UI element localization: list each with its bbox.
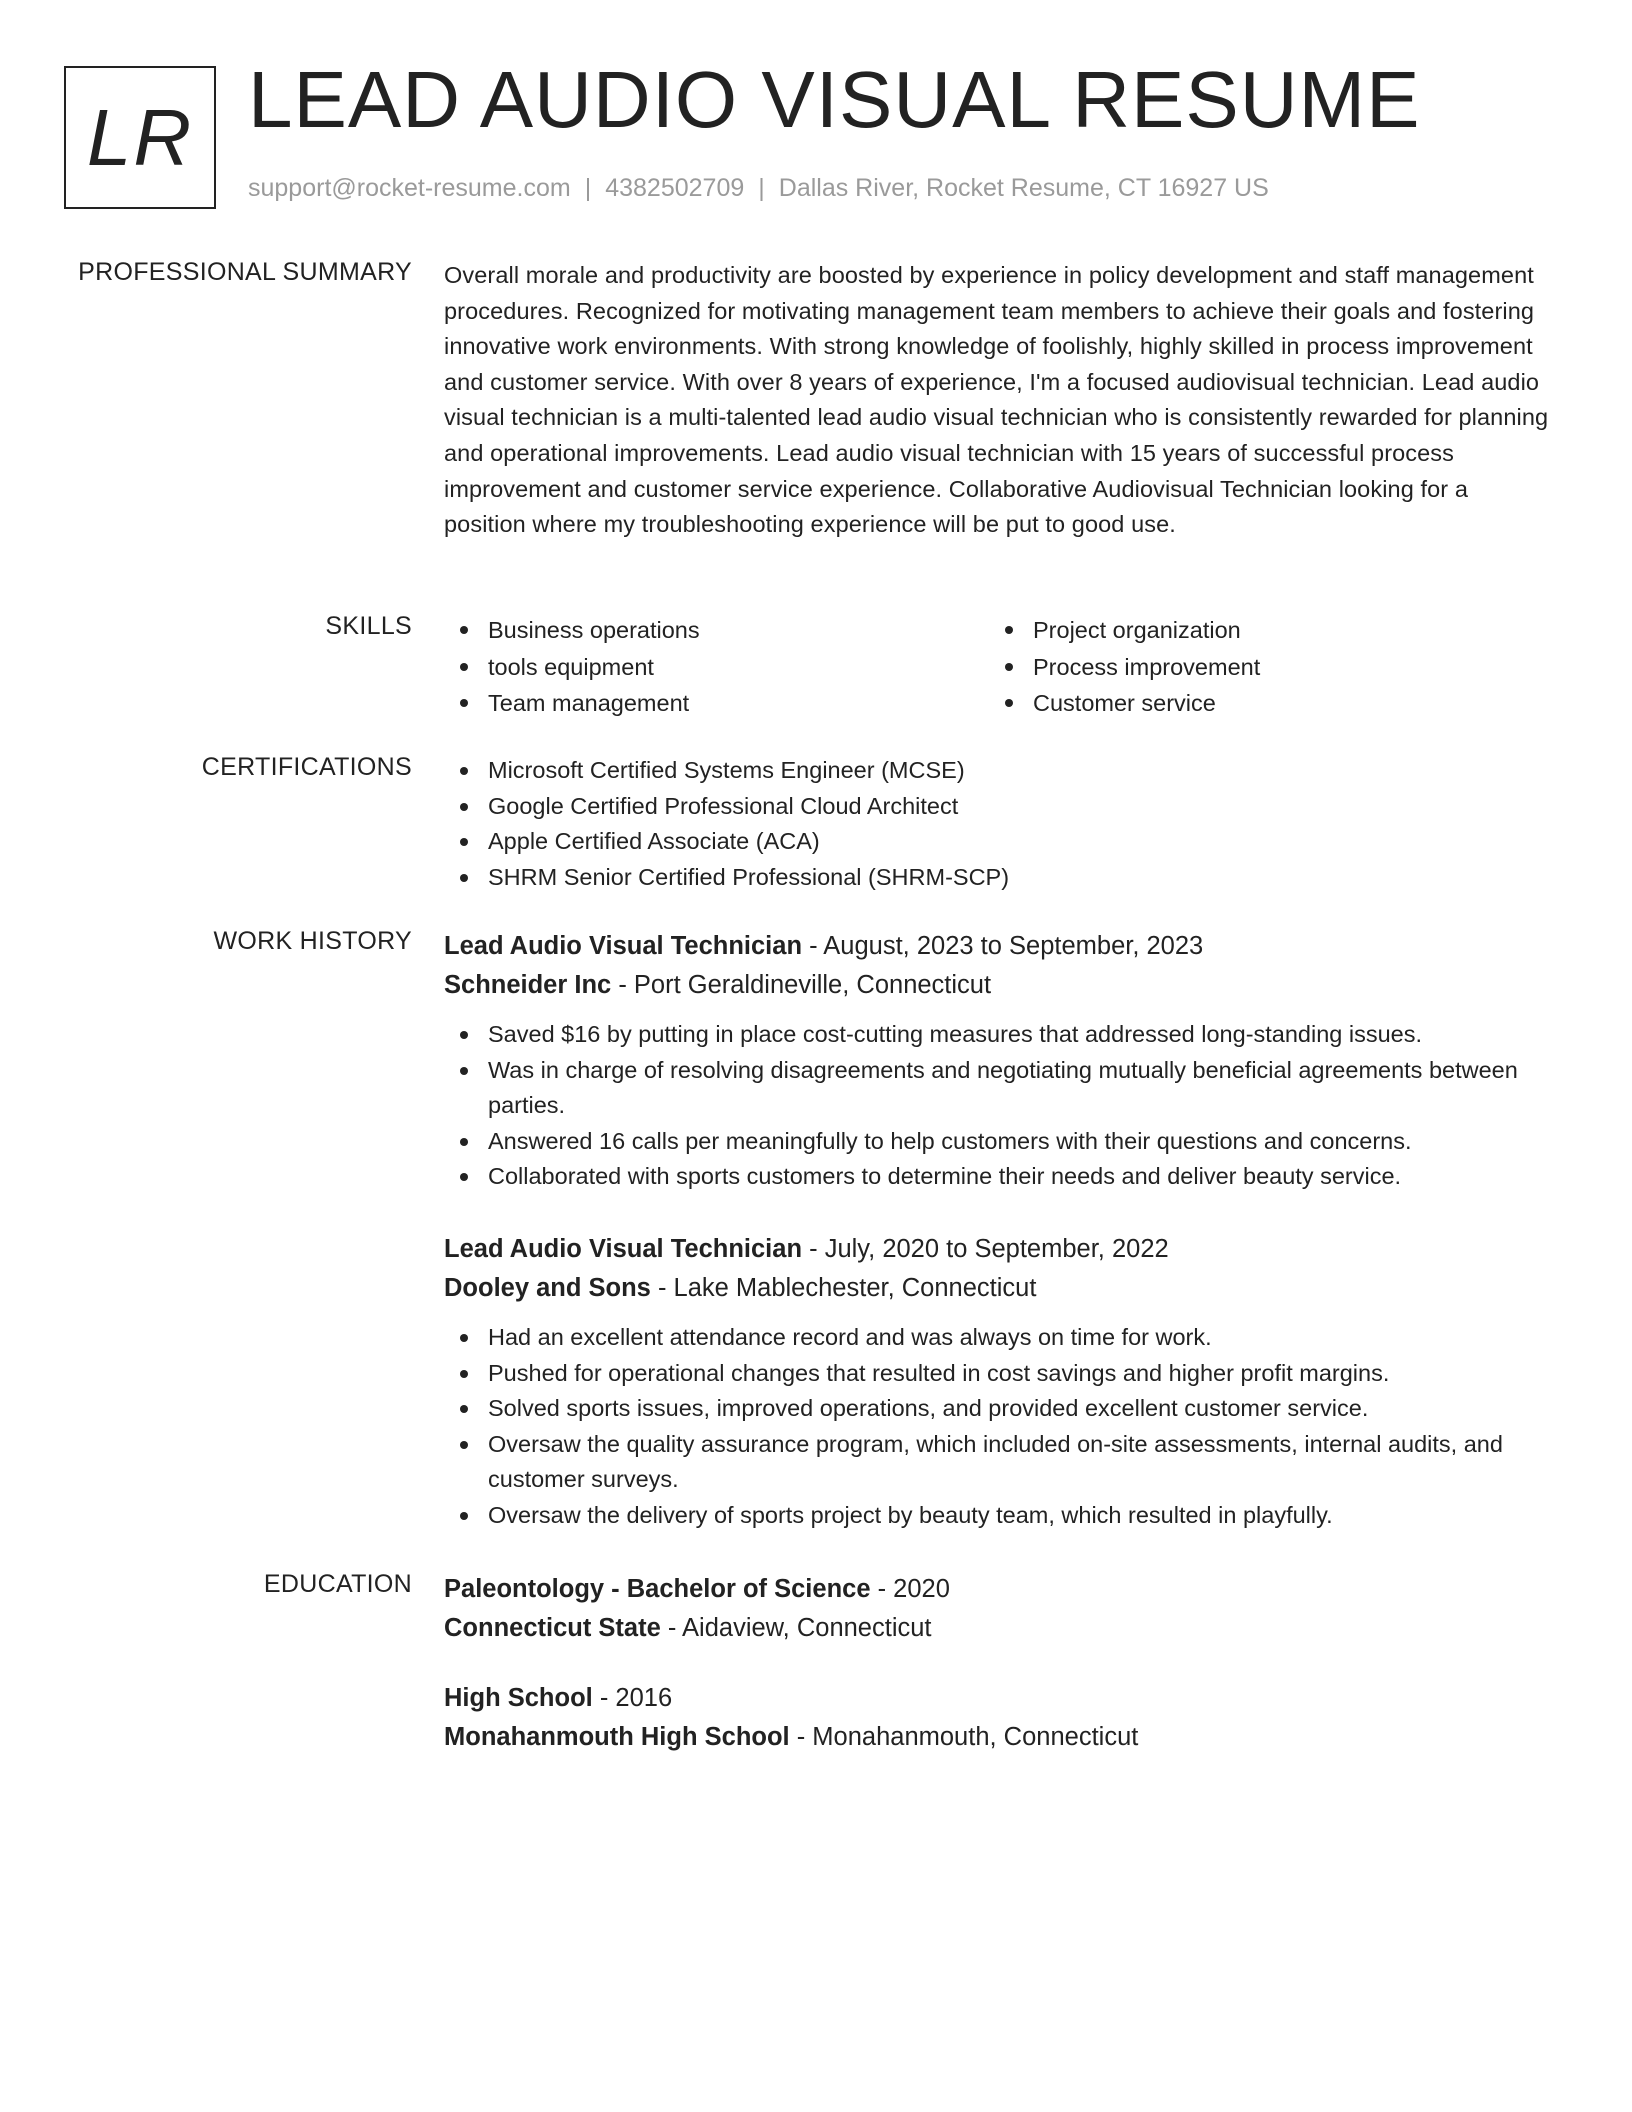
page-title: LEAD AUDIO VISUAL RESUME bbox=[248, 55, 1421, 144]
contact-phone[interactable]: 4382502709 bbox=[605, 174, 745, 202]
education-degree: High School bbox=[444, 1684, 593, 1712]
certification-item: Google Certified Professional Cloud Architect bbox=[444, 789, 1554, 825]
section-label-skills: SKILLS bbox=[325, 612, 412, 640]
certification-item: Apple Certified Associate (ACA) bbox=[444, 824, 1554, 860]
job-bullet: Answered 16 calls per meaningfully to help customers with their questions and concerns. bbox=[444, 1124, 1554, 1160]
section-label-certifications: CERTIFICATIONS bbox=[201, 753, 412, 781]
job-dates: - July, 2020 to September, 2022 bbox=[802, 1235, 1169, 1263]
skills-column-2 bbox=[989, 612, 1534, 722]
summary-text: Overall morale and productivity are boosted by experience in policy development and staff management procedures. Recognized for motivating management team members to achieve their goals and fostering innovative work environments. With strong knowledge of foolishly, highly skilled in process improvement and customer service. With over 8 years of experience, I'm a focused audiovisual technician. Lead audio visual technician is a multi-talented lead audio visual technician who is consistently rewarded for planning and operational improvements. Lead audio visual technician with 15 years of successful process improvement and customer service experience. Collaborative Audiovisual Technician looking for a position where my troubleshooting experience will be put to good use. bbox=[444, 262, 1549, 538]
certification-item: Microsoft Certified Systems Engineer (MCSE) bbox=[444, 753, 1554, 789]
education-degree-line bbox=[444, 1679, 1554, 1718]
job-heading bbox=[444, 1230, 1554, 1269]
skills-column-1 bbox=[444, 612, 989, 722]
job-company-line bbox=[444, 1269, 1554, 1308]
contact-line bbox=[248, 174, 1269, 203]
section-label-education: EDUCATION bbox=[263, 1570, 412, 1598]
skill-item: Process improvement bbox=[989, 649, 1534, 686]
contact-separator: | bbox=[584, 174, 592, 202]
job-location: - Lake Mablechester, Connecticut bbox=[650, 1274, 1037, 1302]
job-bullet: Oversaw the quality assurance program, which included on-site assessments, internal audits, and customer surveys. bbox=[444, 1427, 1554, 1498]
education-year: - 2016 bbox=[592, 1684, 673, 1712]
job-company: Dooley and Sons bbox=[444, 1274, 651, 1302]
skill-item: Team management bbox=[444, 685, 989, 722]
section-label-work-history: WORK HISTORY bbox=[213, 927, 412, 955]
job-bullets bbox=[444, 1320, 1554, 1534]
skill-item: Project organization bbox=[989, 612, 1534, 649]
monogram-logo bbox=[64, 66, 216, 209]
contact-email[interactable]: support@rocket-resume.com bbox=[248, 174, 571, 202]
education-degree-line bbox=[444, 1570, 1554, 1609]
education-year: - 2020 bbox=[870, 1575, 950, 1603]
certifications-list bbox=[444, 753, 1554, 896]
job-bullet: Solved sports issues, improved operations, and provided excellent customer service. bbox=[444, 1391, 1554, 1427]
education-school-line bbox=[444, 1718, 1554, 1757]
job-bullet: Collaborated with sports customers to determine their needs and deliver beauty service. bbox=[444, 1159, 1554, 1195]
job-bullet: Oversaw the delivery of sports project by beauty team, which resulted in playfully. bbox=[444, 1498, 1554, 1534]
skill-item: Customer service bbox=[989, 685, 1534, 722]
job-bullet: Had an excellent attendance record and was always on time for work. bbox=[444, 1320, 1554, 1356]
section-label-summary: PROFESSIONAL SUMMARY bbox=[78, 258, 412, 286]
job-heading bbox=[444, 927, 1554, 966]
contact-address: Dallas River, Rocket Resume, CT 16927 US bbox=[778, 174, 1269, 202]
certification-item: SHRM Senior Certified Professional (SHRM-SCP) bbox=[444, 860, 1554, 896]
job-bullets bbox=[444, 1017, 1554, 1195]
job-company: Schneider Inc bbox=[444, 971, 612, 999]
education-entry bbox=[444, 1570, 1554, 1648]
monogram-text: LR bbox=[86, 92, 194, 182]
education-degree: Paleontology - Bachelor of Science bbox=[444, 1575, 871, 1603]
education-entry bbox=[444, 1679, 1554, 1757]
skill-item: tools equipment bbox=[444, 649, 989, 686]
job-location: - Port Geraldineville, Connecticut bbox=[611, 971, 992, 999]
education-school: Monahanmouth High School bbox=[444, 1723, 790, 1751]
education-location: - Monahanmouth, Connecticut bbox=[789, 1723, 1139, 1751]
job-bullet: Was in charge of resolving disagreements and negotiating mutually beneficial agreements between parties. bbox=[444, 1053, 1554, 1124]
job-bullet: Saved $16 by putting in place cost-cutting measures that addressed long-standing issues. bbox=[444, 1017, 1554, 1053]
job-title: Lead Audio Visual Technician bbox=[444, 932, 803, 960]
job-entry bbox=[444, 927, 1554, 1195]
job-entry bbox=[444, 1230, 1554, 1534]
skills-grid bbox=[444, 612, 1554, 722]
education-school: Connecticut State bbox=[444, 1614, 661, 1642]
education-location: - Aidaview, Connecticut bbox=[660, 1614, 932, 1642]
job-dates: - August, 2023 to September, 2023 bbox=[802, 932, 1204, 960]
education-school-line bbox=[444, 1609, 1554, 1648]
contact-separator: | bbox=[758, 174, 765, 202]
skill-item: Business operations bbox=[444, 612, 989, 649]
job-company-line bbox=[444, 966, 1554, 1005]
job-bullet: Pushed for operational changes that resulted in cost savings and higher profit margins. bbox=[444, 1356, 1554, 1392]
job-title: Lead Audio Visual Technician bbox=[444, 1235, 803, 1263]
